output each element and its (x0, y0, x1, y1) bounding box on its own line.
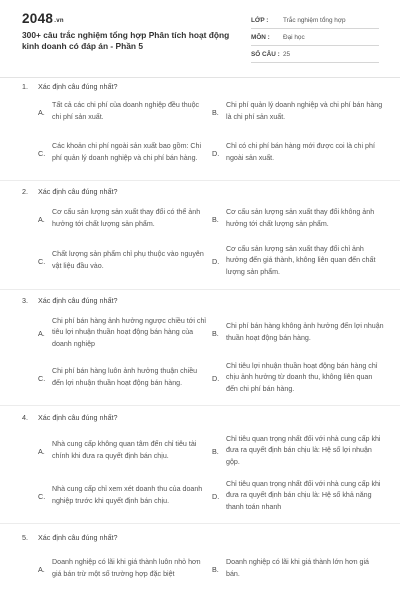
option-a[interactable] (38, 432, 210, 470)
question-number: 1. (22, 82, 28, 91)
question-number: 5. (22, 533, 28, 542)
option-text: Chỉ tiêu quan trọng nhất đối với nhà cung cấp khi đưa ra quyết định bán chịu là: Hệ số khả năng thanh toán nhanh (226, 479, 381, 511)
meta-value: 25 (283, 50, 291, 58)
option-c[interactable] (38, 134, 210, 172)
meta-label: LỚP : (251, 16, 269, 24)
option-d[interactable] (212, 134, 384, 172)
question-divider (0, 289, 400, 290)
option-c[interactable] (38, 242, 210, 280)
question-text: Xác định câu đúng nhất? (38, 296, 118, 305)
option-letter: C. (38, 373, 46, 383)
option-text: Cơ cấu sản lượng sản xuất thay đổi chỉ ảnh hưởng đến giá thành, không liên quan đến chất lượng sản phẩm. (226, 244, 376, 276)
option-text: Các khoản chi phí ngoài sản xuất bao gồm: Chi phí quản lý doanh nghiệp và chi phí bán hàng. (52, 142, 202, 162)
option-a[interactable] (38, 204, 210, 234)
option-d[interactable] (212, 477, 384, 515)
question-prompt (22, 187, 118, 196)
meta-table (251, 12, 379, 63)
option-text: Chỉ tiêu lợi nhuận thuần hoạt động bán hàng chỉ chịu ảnh hưởng từ doanh thu, không liên quan đến chi phí bán hàng. (226, 361, 378, 393)
option-text: Cơ cấu sản lượng sản xuất thay đổi không ảnh hưởng tới chất lượng sản phẩm. (226, 208, 375, 228)
option-d[interactable] (212, 359, 384, 397)
option-letter: C. (38, 256, 46, 266)
option-letter: D. (212, 491, 220, 501)
option-text: Chi phí bán hàng luôn ảnh hưởng thuận chiều đến lợi nhuận thuần hoạt động bán hàng. (52, 367, 198, 387)
option-letter: B. (212, 446, 219, 456)
question-divider (0, 405, 400, 406)
option-d[interactable] (212, 242, 384, 280)
option-letter: C. (38, 148, 46, 158)
option-letter: D. (212, 256, 220, 266)
option-b[interactable] (212, 432, 384, 470)
option-text: Tất cả các chi phí của doanh nghiệp đều thuộc chi phí sản xuất. (52, 101, 200, 121)
option-text: Doanh nghiệp có lãi khi giá thành luôn nhỏ hơn giá bán trừ một số trường hợp đặc biệt (52, 558, 201, 578)
question-text: Xác định câu đúng nhất? (38, 82, 118, 91)
meta-label: SỐ CÂU : (251, 50, 280, 58)
option-text: Cơ cấu sản lượng sản xuất thay đổi có thể ảnh hưởng tới chất lượng sản phẩm. (52, 208, 201, 228)
question-prompt (22, 413, 118, 422)
meta-row-subject (251, 29, 379, 46)
option-letter: A. (38, 328, 45, 338)
option-letter: C. (38, 491, 46, 501)
option-letter: D. (212, 373, 220, 383)
option-letter: B. (212, 107, 219, 117)
option-a[interactable] (38, 314, 210, 352)
option-b[interactable] (212, 204, 384, 234)
question-number: 4. (22, 413, 28, 422)
question-prompt (22, 82, 118, 91)
question-text: Xác định câu đúng nhất? (38, 187, 118, 196)
option-letter: B. (212, 328, 219, 338)
question-divider (0, 523, 400, 524)
question-text: Xác định câu đúng nhất? (38, 413, 118, 422)
header-divider (0, 77, 400, 78)
question-prompt (22, 533, 118, 542)
option-a[interactable] (38, 98, 210, 126)
option-b[interactable] (212, 314, 384, 352)
option-text: Chỉ có chi phí bán hàng mới được coi là chi phí ngoài sản xuất. (226, 142, 375, 162)
meta-value[interactable]: Trắc nghiệm tổng hợp (283, 16, 346, 24)
question-divider (0, 180, 400, 181)
question-prompt (22, 296, 118, 305)
option-text: Chi phí quản lý doanh nghiệp và chi phí bán hàng là chi phí sản xuất. (226, 101, 383, 121)
option-b[interactable] (212, 550, 384, 588)
page-title: 300+ câu trắc nghiệm tổng hợp Phân tích hoạt động kinh doanh có đáp án - Phần 5 (22, 30, 230, 52)
option-text: Chi phí bán hàng ảnh hưởng ngược chiều tới chỉ tiêu lợi nhuận thuần hoạt động bán hàng của doanh nghiệp (52, 316, 206, 348)
option-letter: A. (38, 107, 45, 117)
question-number: 3. (22, 296, 28, 305)
option-a[interactable] (38, 550, 210, 588)
option-letter: A. (38, 214, 45, 224)
option-letter: B. (212, 564, 219, 574)
option-letter: D. (212, 148, 220, 158)
meta-value[interactable]: Đại học (283, 33, 305, 41)
meta-row-count (251, 46, 379, 63)
option-letter: A. (38, 564, 45, 574)
question-number: 2. (22, 187, 28, 196)
site-logo[interactable] (22, 11, 64, 26)
question-text: Xác định câu đúng nhất? (38, 533, 118, 542)
option-text: Chi phí bán hàng không ảnh hưởng đến lợi nhuận thuần hoạt động bán hàng. (226, 322, 384, 342)
option-b[interactable] (212, 98, 384, 126)
option-text: Chỉ tiêu quan trọng nhất đối với nhà cung cấp khi đưa ra quyết định bán chịu là: Hệ số lợi nhuận gộp. (226, 434, 381, 466)
meta-row-class (251, 12, 379, 29)
logo-tld: .vn (54, 18, 64, 24)
page-header (0, 0, 400, 78)
option-letter: A. (38, 446, 45, 456)
option-text: Nhà cung cấp không quan tâm đến chỉ tiêu tài chính khi đưa ra quyết định bán chịu. (52, 440, 197, 460)
option-text: Nhà cung cấp chỉ xem xét doanh thu của doanh nghiệp trước khi quyết định bán chịu. (52, 485, 203, 505)
option-text: Chất lượng sản phẩm chỉ phụ thuộc vào nguyên vật liệu đầu vào. (52, 250, 204, 270)
option-text: Doanh nghiệp có lãi khi giá thành lớn hơn giá bán. (226, 558, 370, 578)
meta-label: MÔN : (251, 33, 270, 41)
option-letter: B. (212, 214, 219, 224)
option-c[interactable] (38, 359, 210, 397)
logo-text: 2048 (22, 11, 54, 26)
option-c[interactable] (38, 477, 210, 515)
